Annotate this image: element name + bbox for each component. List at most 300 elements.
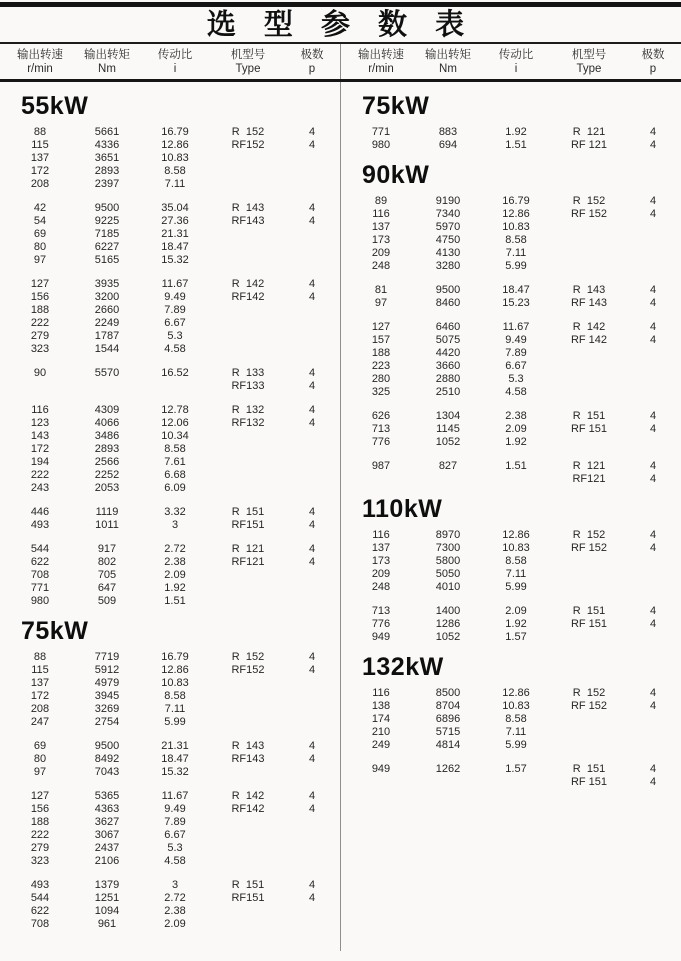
ratio-cell: 12.06 (161, 417, 189, 429)
table-header (0, 42, 681, 82)
type-cell: RF 151 (570, 618, 608, 630)
header-torque-unit: Nm (439, 63, 457, 75)
table-row (341, 568, 681, 581)
table-row (0, 703, 340, 716)
speed-cell: 115 (31, 664, 49, 676)
type-cell (208, 317, 288, 330)
section-heading: 132kW (362, 653, 444, 681)
table-row (341, 195, 681, 208)
table-row (0, 469, 340, 482)
torque-cell (413, 776, 483, 789)
ratio-cell: 11.67 (502, 321, 530, 333)
table-row (0, 556, 340, 569)
poles-cell (288, 228, 336, 241)
speed-cell: 88 (33, 651, 47, 663)
speed-cell: 325 (371, 386, 391, 398)
type-cell: R 152 (572, 529, 606, 541)
ratio-cell: 7.11 (505, 726, 527, 738)
header-poles-unit: p (649, 63, 657, 75)
type-cell (208, 716, 288, 729)
ratio-cell: 18.47 (161, 241, 189, 253)
poles-cell: 4 (649, 529, 657, 541)
speed-cell: 249 (371, 739, 391, 751)
table-row (341, 126, 681, 139)
speed-cell: 209 (371, 247, 391, 259)
ratio-cell: 2.09 (505, 423, 527, 435)
speed-cell: 97 (374, 297, 388, 309)
table-row (341, 529, 681, 542)
speed-cell: 208 (30, 178, 50, 190)
table-row (0, 690, 340, 703)
ratio-cell: 8.58 (164, 690, 186, 702)
type-cell: RF151 (231, 892, 265, 904)
torque-cell: 7185 (94, 228, 120, 240)
row-group (341, 687, 681, 752)
type-cell: R 121 (231, 543, 265, 555)
torque-cell: 3269 (94, 703, 120, 715)
ratio-cell: 10.83 (502, 221, 530, 233)
speed-cell: 210 (371, 726, 391, 738)
ratio-cell: 15.23 (502, 297, 530, 309)
ratio-cell: 5.3 (167, 842, 183, 854)
poles-cell: 4 (308, 202, 316, 214)
header-type-unit: Type (576, 63, 602, 75)
header-torque (413, 48, 483, 76)
torque-cell: 4420 (435, 347, 461, 359)
speed-cell: 116 (372, 208, 390, 220)
table-row (0, 404, 340, 417)
row-group (341, 126, 681, 152)
speed-cell: 622 (30, 905, 50, 917)
table-row (0, 582, 340, 595)
section-heading: 90kW (362, 161, 430, 189)
speed-cell: 713 (371, 605, 391, 617)
row-group (341, 529, 681, 594)
type-cell: RF143 (231, 753, 265, 765)
table-row (0, 803, 340, 816)
ratio-cell: 2.09 (164, 918, 186, 930)
poles-cell (629, 386, 677, 399)
torque-cell: 5661 (94, 126, 120, 138)
torque-cell: 647 (97, 582, 117, 594)
type-cell (549, 347, 629, 360)
type-cell (549, 360, 629, 373)
ratio-cell: 12.86 (502, 687, 530, 699)
table-row (0, 569, 340, 582)
poles-cell (629, 347, 677, 360)
table-row (341, 234, 681, 247)
type-cell: RF152 (231, 139, 265, 151)
torque-cell: 2510 (435, 386, 461, 398)
poles-cell (288, 456, 336, 469)
speed-cell: 97 (33, 766, 47, 778)
torque-cell: 3627 (94, 816, 120, 828)
row-group (341, 605, 681, 644)
poles-cell (629, 739, 677, 752)
poles-cell (288, 816, 336, 829)
speed-cell: 544 (30, 892, 50, 904)
ratio-cell: 16.52 (161, 367, 189, 379)
poles-cell (288, 330, 336, 343)
ratio-cell (483, 473, 549, 486)
header-ratio (483, 48, 549, 76)
table-row (0, 380, 340, 393)
speed-cell: 172 (30, 443, 50, 455)
speed-cell: 980 (371, 139, 391, 151)
speed-cell: 116 (31, 404, 49, 416)
type-cell (208, 304, 288, 317)
poles-cell: 4 (308, 215, 316, 227)
ratio-cell: 18.47 (161, 753, 189, 765)
poles-cell (629, 260, 677, 273)
torque-cell: 3280 (435, 260, 461, 272)
poles-cell: 4 (308, 651, 316, 663)
type-cell: RF132 (231, 417, 265, 429)
ratio-cell: 1.92 (164, 582, 186, 594)
header-speed-label: 输出转速 (357, 49, 404, 61)
speed-cell: 194 (30, 456, 50, 468)
speed-cell: 222 (30, 317, 50, 329)
ratio-cell: 1.92 (505, 436, 527, 448)
poles-cell (288, 690, 336, 703)
torque-cell: 1544 (94, 343, 120, 355)
type-cell (208, 582, 288, 595)
ratio-cell: 15.32 (161, 254, 189, 266)
table-row (0, 855, 340, 868)
table-row (0, 228, 340, 241)
table-row (0, 716, 340, 729)
ratio-cell: 5.3 (508, 373, 524, 385)
poles-cell: 4 (308, 753, 316, 765)
torque-cell: 2893 (94, 443, 120, 455)
torque-cell: 1304 (435, 410, 461, 422)
table-row (0, 816, 340, 829)
table-row (0, 291, 340, 304)
ratio-cell: 11.67 (161, 278, 189, 290)
type-cell (549, 234, 629, 247)
torque-cell: 1262 (435, 763, 461, 775)
speed-cell: 156 (30, 803, 50, 815)
ratio-cell: 4.58 (164, 855, 186, 867)
torque-cell: 6227 (94, 241, 120, 253)
type-cell (208, 569, 288, 582)
poles-cell: 4 (649, 208, 657, 220)
speed-cell: 188 (30, 816, 50, 828)
ratio-cell: 1.57 (505, 631, 527, 643)
ratio-cell: 5.99 (505, 260, 527, 272)
poles-cell (629, 713, 677, 726)
speed-cell: 90 (33, 367, 47, 379)
torque-cell: 7719 (94, 651, 120, 663)
header-speed (349, 48, 413, 76)
type-cell (208, 690, 288, 703)
table-row (341, 321, 681, 334)
torque-cell: 827 (438, 460, 458, 472)
speed-cell: 771 (30, 582, 50, 594)
poles-cell: 4 (649, 542, 657, 554)
torque-cell (72, 380, 142, 393)
type-cell (549, 247, 629, 260)
speed-cell: 243 (30, 482, 50, 494)
poles-cell: 4 (308, 790, 316, 802)
poles-cell: 4 (649, 297, 657, 309)
speed-cell: 137 (30, 677, 50, 689)
type-cell: R 143 (572, 284, 606, 296)
ratio-cell: 5.99 (505, 581, 527, 593)
type-cell (208, 482, 288, 495)
torque-cell: 1379 (94, 879, 120, 891)
type-cell: R 143 (231, 202, 265, 214)
torque-cell: 9500 (94, 740, 120, 752)
torque-cell: 4130 (435, 247, 461, 259)
type-cell (208, 152, 288, 165)
ratio-cell: 3.32 (164, 506, 186, 518)
poles-cell: 4 (308, 291, 316, 303)
header-ratio-unit: i (514, 63, 518, 75)
poles-cell: 4 (649, 284, 657, 296)
type-cell: R 142 (572, 321, 606, 333)
torque-cell: 5165 (94, 254, 120, 266)
torque-cell: 1787 (94, 330, 120, 342)
row-group (341, 410, 681, 449)
poles-cell (288, 304, 336, 317)
ratio-cell: 3 (171, 879, 179, 891)
speed-cell: 127 (30, 278, 50, 290)
speed-cell: 188 (371, 347, 391, 359)
speed-cell: 209 (371, 568, 391, 580)
speed-cell: 137 (371, 542, 391, 554)
type-cell: R 151 (572, 410, 606, 422)
torque-cell: 9190 (435, 195, 461, 207)
header-ratio-label: 传动比 (498, 49, 534, 61)
table-row (341, 687, 681, 700)
torque-cell: 6460 (435, 321, 461, 333)
speed-cell: 69 (33, 228, 47, 240)
table-row (0, 417, 340, 430)
type-cell (208, 766, 288, 779)
type-cell: R 121 (572, 126, 606, 138)
torque-cell: 802 (97, 556, 117, 568)
poles-cell (629, 221, 677, 234)
table-row (341, 739, 681, 752)
ratio-cell: 27.36 (161, 215, 189, 227)
poles-cell (288, 178, 336, 191)
poles-cell: 4 (649, 195, 657, 207)
ratio-cell: 1.51 (505, 139, 527, 151)
table-row (0, 202, 340, 215)
poles-cell (288, 254, 336, 267)
type-cell: RF 143 (570, 297, 608, 309)
torque-cell: 5715 (435, 726, 461, 738)
ratio-cell: 16.79 (161, 651, 189, 663)
torque-cell: 3486 (94, 430, 120, 442)
poles-cell (288, 716, 336, 729)
poles-cell (288, 905, 336, 918)
torque-cell: 3935 (94, 278, 120, 290)
speed-cell: 776 (371, 618, 391, 630)
type-cell (549, 739, 629, 752)
row-group (341, 763, 681, 789)
type-cell (549, 568, 629, 581)
ratio-cell: 7.11 (164, 703, 186, 715)
table-row (341, 555, 681, 568)
type-cell: R 132 (231, 404, 265, 416)
type-cell: R 152 (231, 651, 265, 663)
torque-cell: 9500 (435, 284, 461, 296)
torque-cell: 8460 (435, 297, 461, 309)
header-ratio (142, 48, 208, 76)
speed-cell: 116 (372, 687, 390, 699)
ratio-cell: 18.47 (502, 284, 530, 296)
ratio-cell: 4.58 (505, 386, 527, 398)
type-cell: R 142 (231, 278, 265, 290)
poles-cell: 4 (308, 126, 316, 138)
torque-cell: 4010 (435, 581, 461, 593)
type-cell (208, 165, 288, 178)
section-heading: 75kW (362, 92, 430, 120)
poles-cell: 4 (649, 423, 657, 435)
table-row (0, 317, 340, 330)
torque-cell: 4309 (94, 404, 120, 416)
ratio-cell: 3 (171, 519, 179, 531)
speed-cell: 279 (30, 842, 50, 854)
header-ratio-unit: i (173, 63, 177, 75)
type-cell (549, 581, 629, 594)
type-cell: RF143 (231, 215, 265, 227)
ratio-cell: 2.72 (164, 543, 186, 555)
type-cell (208, 456, 288, 469)
ratio-cell: 12.86 (502, 529, 530, 541)
type-cell: RF133 (231, 380, 265, 392)
poles-cell (288, 918, 336, 931)
speed-cell: 42 (33, 202, 47, 214)
torque-cell: 694 (438, 139, 458, 151)
speed-cell: 116 (372, 529, 390, 541)
row-group (341, 195, 681, 273)
torque-cell: 4363 (94, 803, 120, 815)
poles-cell: 4 (649, 776, 657, 788)
header-speed-unit: r/min (368, 63, 394, 75)
torque-cell: 5800 (435, 555, 461, 567)
poles-cell (288, 766, 336, 779)
type-cell (549, 436, 629, 449)
table-header-left (0, 44, 340, 79)
type-cell: RF121 (572, 473, 606, 485)
torque-cell: 6896 (435, 713, 461, 725)
table-row (341, 436, 681, 449)
speed-cell: 69 (33, 740, 47, 752)
speed-cell: 223 (371, 360, 391, 372)
ratio-cell: 2.38 (164, 556, 186, 568)
table-row (341, 460, 681, 473)
table-row (341, 713, 681, 726)
torque-cell: 3067 (94, 829, 120, 841)
speed-cell: 137 (30, 152, 50, 164)
table-row (341, 284, 681, 297)
table-row (341, 247, 681, 260)
table-row (341, 139, 681, 152)
poles-cell (288, 595, 336, 608)
speed-cell (349, 776, 413, 789)
ratio-cell: 16.79 (161, 126, 189, 138)
table-row (341, 386, 681, 399)
torque-cell: 8970 (435, 529, 461, 541)
table-header-right (341, 44, 681, 79)
poles-cell: 4 (308, 664, 316, 676)
poles-cell: 4 (308, 404, 316, 416)
poles-cell: 4 (308, 892, 316, 904)
type-cell: RF 152 (570, 542, 608, 554)
ratio-cell: 8.58 (164, 165, 186, 177)
table-row (0, 367, 340, 380)
table-row (0, 829, 340, 842)
table-row (0, 879, 340, 892)
speed-cell: 54 (33, 215, 47, 227)
ratio-cell: 7.61 (164, 456, 186, 468)
poles-cell (629, 568, 677, 581)
torque-cell: 5365 (94, 790, 120, 802)
table-row (341, 763, 681, 776)
speed-cell: 115 (31, 139, 49, 151)
table-row (0, 740, 340, 753)
torque-cell: 7340 (435, 208, 461, 220)
speed-cell: 713 (371, 423, 391, 435)
ratio-cell: 8.58 (505, 555, 527, 567)
speed-cell: 138 (371, 700, 391, 712)
speed-cell: 980 (30, 595, 50, 607)
poles-cell (288, 829, 336, 842)
type-cell (208, 595, 288, 608)
type-cell (208, 330, 288, 343)
torque-cell: 1052 (435, 631, 461, 643)
speed-cell: 156 (30, 291, 50, 303)
poles-cell: 4 (308, 380, 316, 392)
torque-cell: 2397 (94, 178, 120, 190)
row-group (0, 126, 340, 191)
torque-cell: 2252 (94, 469, 120, 481)
row-group (341, 460, 681, 486)
torque-cell: 7043 (94, 766, 120, 778)
header-speed-label: 输出转速 (17, 49, 63, 61)
torque-cell: 5970 (435, 221, 461, 233)
table-row (0, 651, 340, 664)
section-heading: 55kW (21, 92, 89, 120)
poles-cell: 4 (308, 506, 316, 518)
torque-cell: 9225 (94, 215, 120, 227)
table-row (341, 700, 681, 713)
ratio-cell: 9.49 (164, 291, 186, 303)
ratio-cell: 11.67 (161, 790, 189, 802)
speed-cell (349, 473, 413, 486)
ratio-cell: 1.51 (505, 460, 527, 472)
ratio-cell: 7.11 (505, 568, 527, 580)
header-poles (288, 48, 336, 76)
ratio-cell (483, 776, 549, 789)
type-cell: R 133 (231, 367, 265, 379)
table-row (0, 905, 340, 918)
type-cell: RF142 (231, 803, 265, 815)
torque-cell: 961 (97, 918, 117, 930)
table-row (0, 343, 340, 356)
table-row (0, 430, 340, 443)
ratio-cell: 7.11 (164, 178, 186, 190)
poles-cell: 4 (308, 879, 316, 891)
torque-cell: 3945 (94, 690, 120, 702)
row-group (0, 543, 340, 608)
ratio-cell: 12.86 (161, 139, 189, 151)
poles-cell (288, 582, 336, 595)
speed-cell: 222 (30, 829, 50, 841)
